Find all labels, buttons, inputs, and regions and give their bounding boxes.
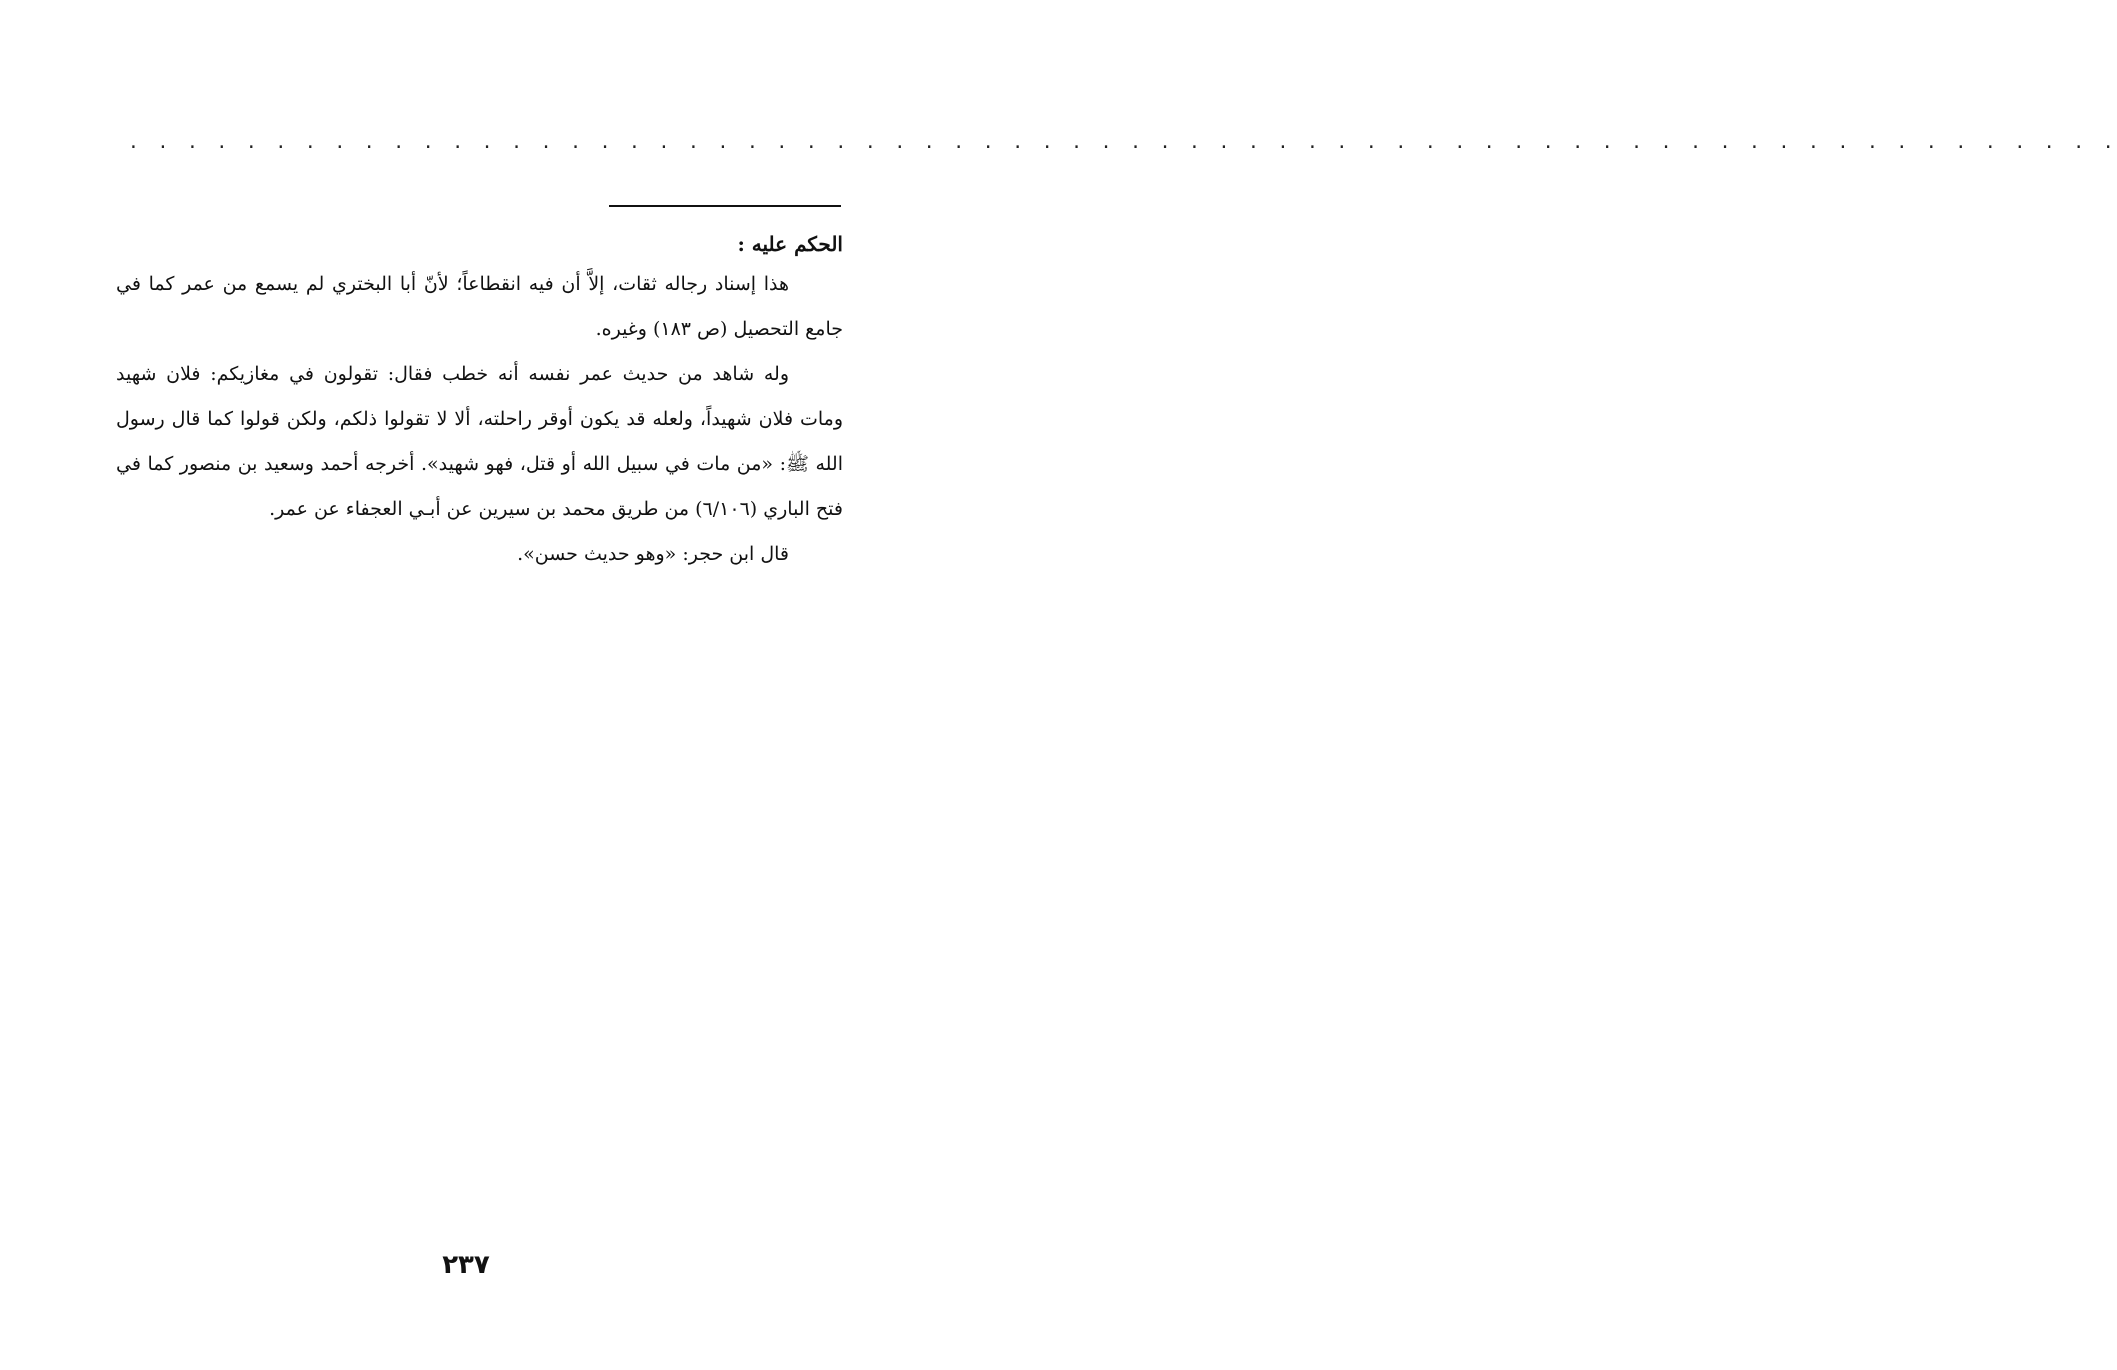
ruling-section — [116, 226, 843, 577]
paragraph-witness: وله شاهد من حديث عمر نفسه أنه خطب فقال: تقولون في مغازيكم: فلان شهيد ومات فلان شهيداً، ولعله قد يكون أوقر راحلته، ألا لا تقولوا ذلكم، ولكن قولوا كما قال رسول الله ﷺ: «من مات في سبيل الله أو قتل، فهو شهيد». أخرجه أحمد وسعيد بن منصور كما في فتح الباري (٦/١٠٦) من طريق محمد بن سيرين عن أبـي العجفاء عن عمر. — [116, 363, 843, 520]
paragraph-isnad: هذا إسناد رجاله ثقات، إلاَّ أن فيه انقطاعاً؛ لأنّ أبا البختري لم يسمع من عمر كما في جامع التحصيل (ص ١٨٣) وغيره. — [116, 273, 843, 340]
section-heading: الحكم عليه : — [737, 232, 843, 256]
footnote-rule — [609, 205, 841, 207]
paragraph-ibn-hajar: قال ابن حجر: «وهو حديث حسن». — [517, 543, 789, 565]
dotted-separator: . . . . . . . . . . . . . . . . . . . . . . . . . . . . . . . . . . . . . . . . . . . . . . . . . . . . . . . . . . . . . . . . . . . . — [128, 132, 2117, 153]
page-number: ٢٣٧ — [442, 1250, 490, 1280]
